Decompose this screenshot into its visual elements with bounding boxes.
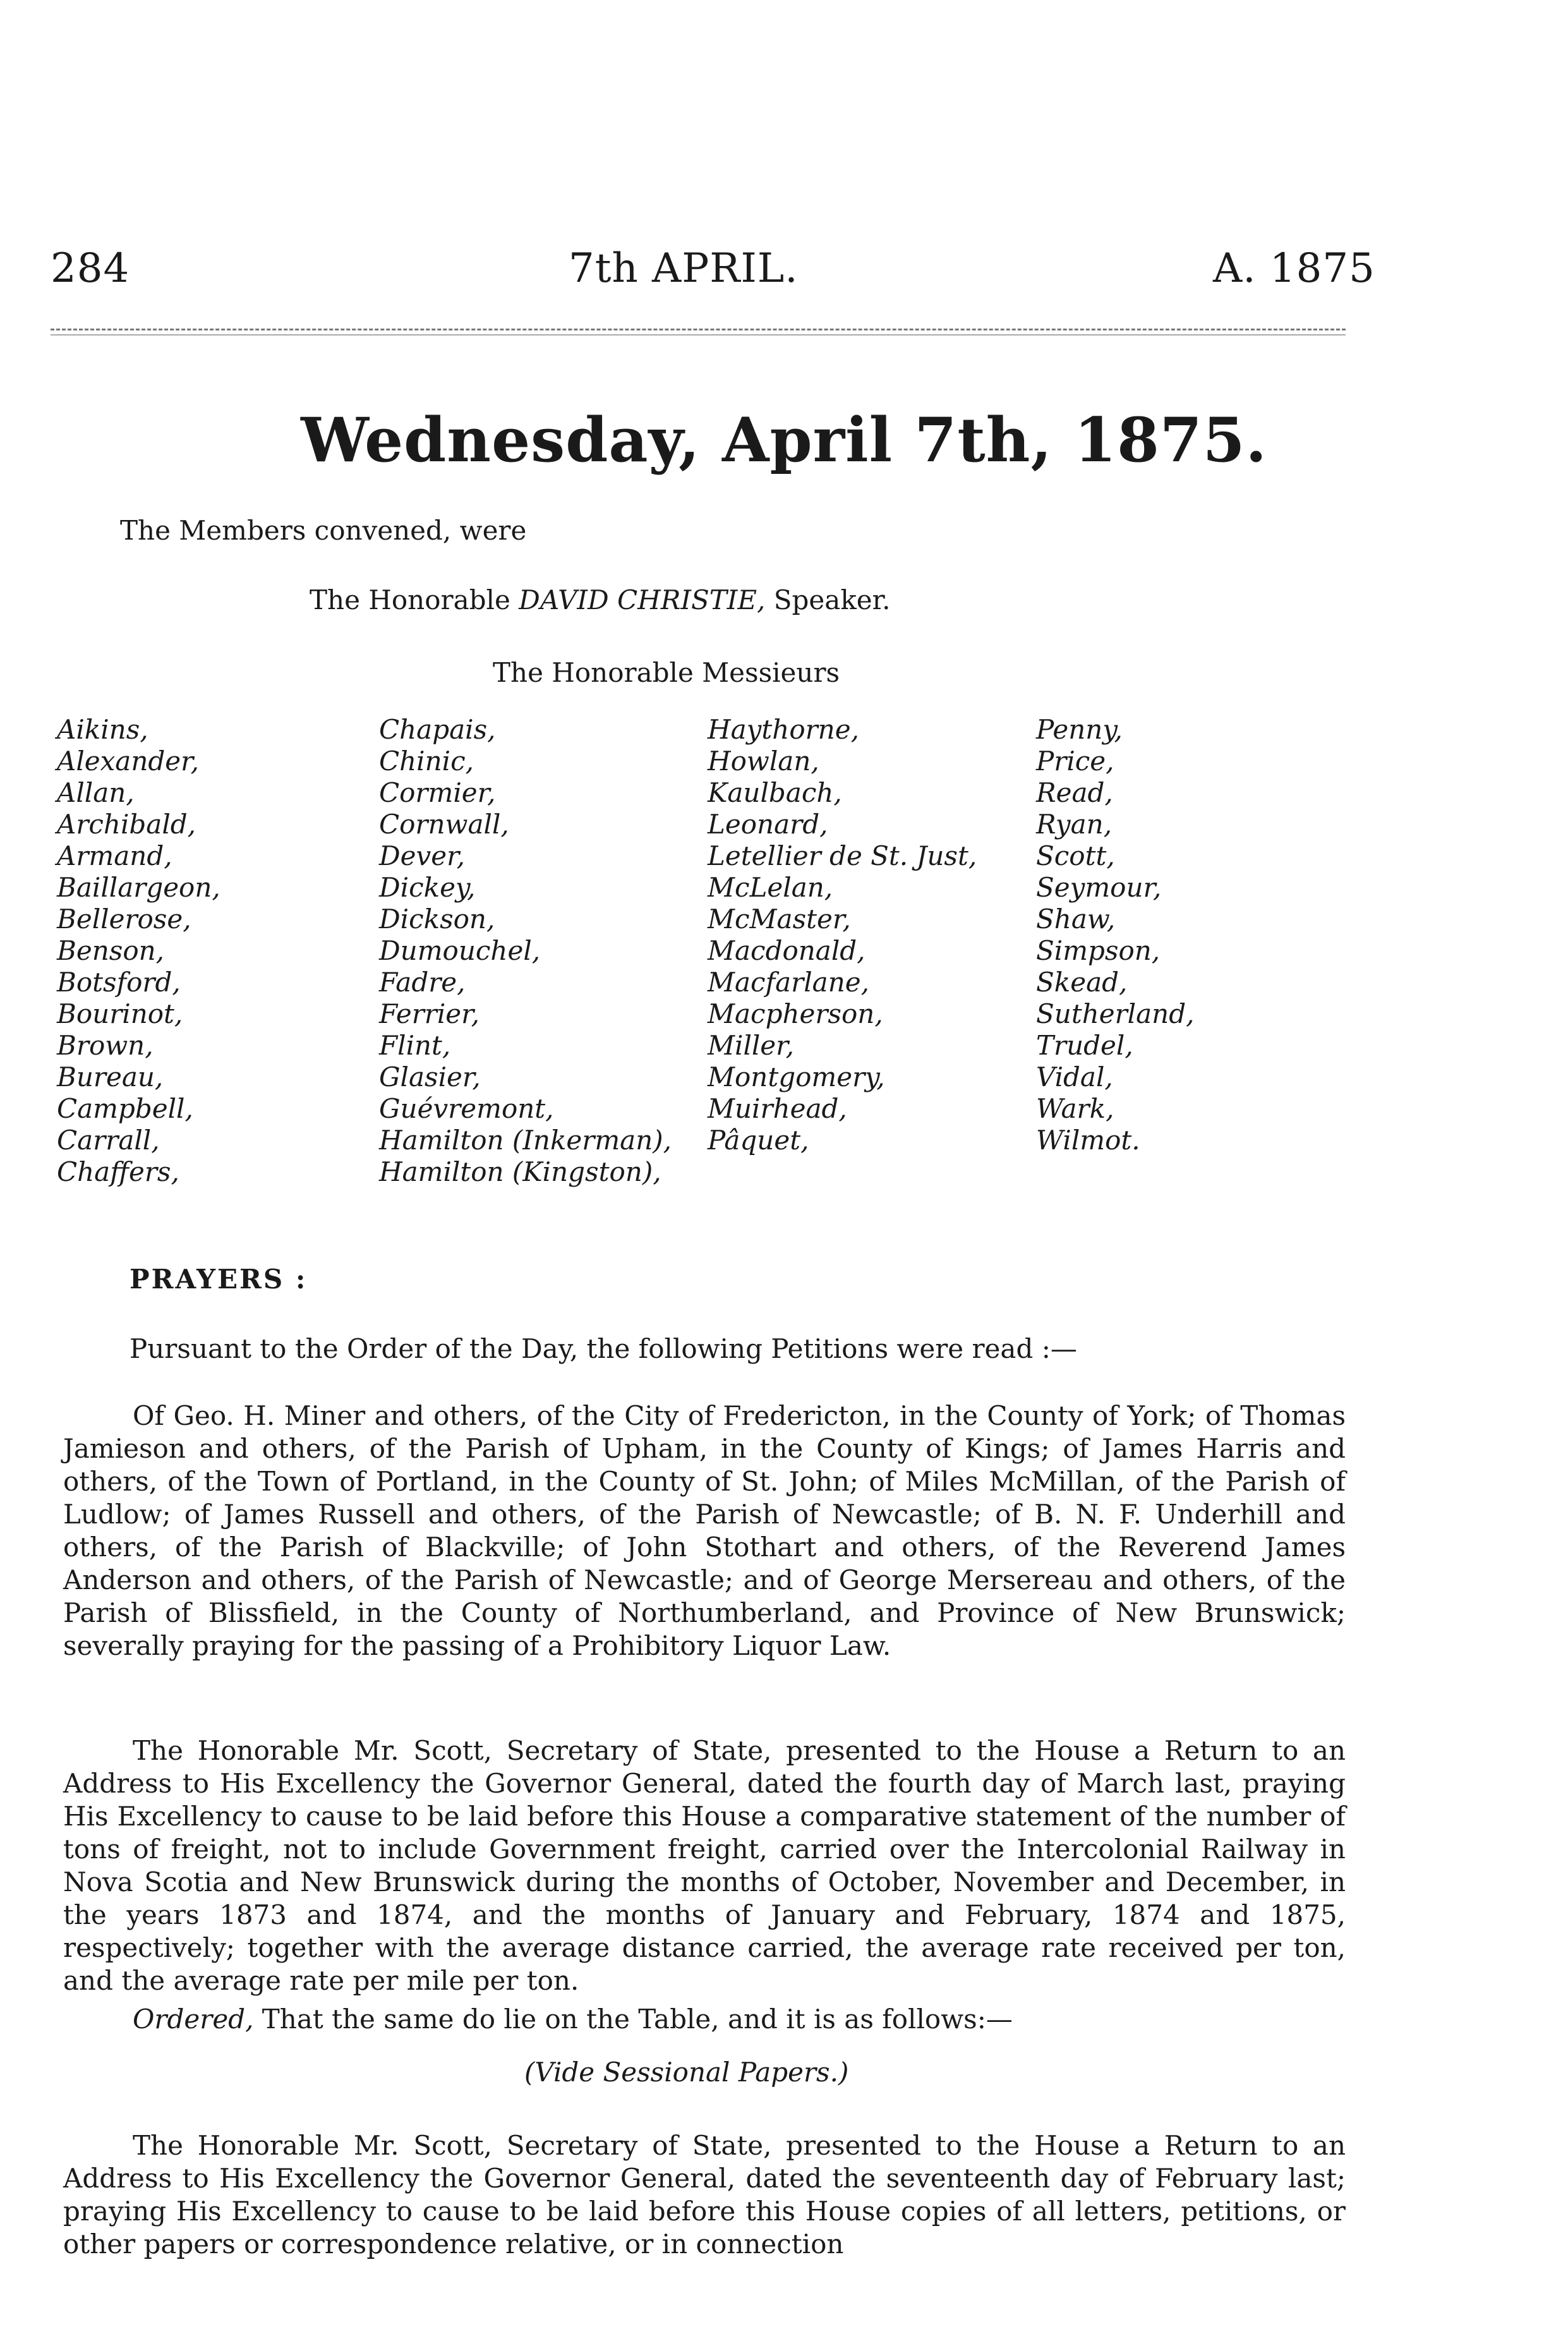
return-1-text: The Honorable Mr. Scott, Secretary of State, presented to the House a Return to an Address to His Excellency the Governor General, dated the fourth day of March last, praying His Excellency to cause to be laid before this House a comparative statement of the number of tons of freight, not to include Government freight, carried over the Intercolonial Railway in Nova Scotia and New Brunswick during the months of October, November and December, in the years 1873 and 1874, and the months of January and February, 1874 and 1875, respectively; together with the average distance carried, the average rate received per ton, and the average rate per mile per ton.: [63, 1735, 1346, 1996]
speaker-role: Speaker.: [773, 584, 891, 615]
member-name: Brown,: [57, 1030, 154, 1061]
members-column-1: [57, 714, 220, 1188]
member-name: Skead,: [1036, 967, 1128, 998]
member-name: Miller,: [708, 1030, 794, 1061]
page-title: Wednesday, April 7th, 1875.: [301, 404, 1267, 476]
ordered-word: Ordered,: [133, 2004, 254, 2035]
member-name: Ferrier,: [379, 998, 479, 1029]
member-name: Hamilton (Kingston),: [379, 1156, 661, 1187]
return-paragraph-2: [63, 2129, 1346, 2261]
vide-sessional-papers: (Vide Sessional Papers.): [524, 2057, 849, 2088]
petitions-text: Of Geo. H. Miner and others, of the City of Fredericton, in the County of York; of Thomas Jamieson and others, of the Parish of Upham, in the County of Kings; of James Harris and others, of the Town of Portland, in the County of St. John; of Miles McMillan, of the Parish of Ludlow; of James Russell and others, of the Parish of Newcastle; of B. N. F. Underhill and others, of the Parish of Blackville; of John Stothart and others, of the Reverend James Anderson and others, of the Parish of Newcastle; and of George Mersereau and others, of the Parish of Blissfield, in the County of Northumberland, and Province of New Brunswick; severally praying for the passing of a Prohibitory Liquor Law.: [63, 1400, 1346, 1661]
member-name: Penny,: [1036, 714, 1123, 745]
members-column-4: [1036, 714, 1194, 1156]
member-name: Armand,: [57, 840, 172, 871]
running-date: 7th APRIL.: [569, 245, 799, 292]
messieurs-label: The Honorable Messieurs: [493, 657, 840, 688]
member-name: Benson,: [57, 935, 165, 966]
member-name: Trudel,: [1036, 1030, 1133, 1061]
member-name: Sutherland,: [1036, 998, 1195, 1029]
member-name: Kaulbach,: [708, 777, 842, 808]
member-name: Vidal,: [1036, 1062, 1113, 1092]
member-name: Dickey,: [379, 872, 476, 903]
member-name: Cormier,: [379, 777, 496, 808]
member-name: Chinic,: [379, 746, 474, 777]
member-name: Price,: [1036, 746, 1114, 777]
member-name: Chaffers,: [57, 1156, 179, 1187]
member-name: Glasier,: [379, 1062, 481, 1092]
member-name: Letellier de St. Just,: [708, 840, 977, 871]
speaker-name: DAVID CHRISTIE,: [519, 584, 766, 615]
member-name: Simpson,: [1036, 935, 1161, 966]
member-name: Macpherson,: [708, 998, 883, 1029]
member-name: Scott,: [1036, 840, 1115, 871]
page-number: 284: [51, 245, 130, 292]
member-name: Flint,: [379, 1030, 451, 1061]
member-name: Aikins,: [57, 714, 148, 745]
member-name: Archibald,: [57, 809, 196, 840]
prayers-heading: PRAYERS :: [130, 1264, 308, 1295]
members-column-3: [708, 714, 977, 1156]
member-name: Seymour,: [1036, 872, 1162, 903]
member-name: McMaster,: [708, 904, 851, 935]
return-paragraph-1: [63, 1734, 1346, 1997]
member-name: Campbell,: [57, 1093, 193, 1124]
speaker-prefix: The Honorable: [310, 584, 510, 615]
member-name: Wilmot.: [1036, 1125, 1140, 1156]
member-name: Guévremont,: [379, 1093, 554, 1124]
member-name: Fadre,: [379, 967, 466, 998]
order-of-day-line: Pursuant to the Order of the Day, the following Petitions were read :—: [130, 1333, 1077, 1364]
ordered-paragraph: [63, 2003, 1346, 2036]
ordered-rest: That the same do lie on the Table, and it is as follows:—: [262, 2004, 1013, 2035]
member-name: Muirhead,: [708, 1093, 847, 1124]
member-name: Montgomery,: [708, 1062, 885, 1092]
member-name: Ryan,: [1036, 809, 1113, 840]
member-name: Alexander,: [57, 746, 199, 777]
intro-line: The Members convened, were: [120, 515, 527, 546]
member-name: Botsford,: [57, 967, 181, 998]
member-name: Chapais,: [379, 714, 496, 745]
petitions-paragraph: [63, 1400, 1346, 1662]
member-name: Shaw,: [1036, 904, 1116, 935]
member-name: Dickson,: [379, 904, 495, 935]
member-name: Howlan,: [708, 746, 819, 777]
member-name: Dever,: [379, 840, 465, 871]
member-name: Haythorne,: [708, 714, 859, 745]
member-name: Leonard,: [708, 809, 828, 840]
member-name: Baillargeon,: [57, 872, 220, 903]
member-name: Allan,: [57, 777, 135, 808]
member-name: Macdonald,: [708, 935, 865, 966]
running-year: A. 1875: [1213, 245, 1375, 292]
member-name: Read,: [1036, 777, 1113, 808]
speaker-line: [310, 584, 890, 615]
member-name: Dumouchel,: [379, 935, 541, 966]
member-name: Wark,: [1036, 1093, 1114, 1124]
member-name: Carrall,: [57, 1125, 160, 1156]
member-name: Bellerose,: [57, 904, 191, 935]
member-name: Hamilton (Inkerman),: [379, 1125, 672, 1156]
member-name: McLelan,: [708, 872, 833, 903]
members-column-2: [379, 714, 672, 1188]
ordered-line: [63, 2003, 1346, 2036]
return-2-text: The Honorable Mr. Scott, Secretary of State, presented to the House a Return to an Address to His Excellency the Governor General, dated the seventeenth day of February last; praying His Excellency to cause to be laid before this House copies of all letters, petitions, or other papers or correspondence relative, or in connection: [63, 2130, 1346, 2259]
member-name: Bourinot,: [57, 998, 183, 1029]
member-name: Cornwall,: [379, 809, 509, 840]
member-name: Pâquet,: [708, 1125, 809, 1156]
member-name: Bureau,: [57, 1062, 164, 1092]
header-rule: [51, 329, 1346, 336]
member-name: Macfarlane,: [708, 967, 869, 998]
